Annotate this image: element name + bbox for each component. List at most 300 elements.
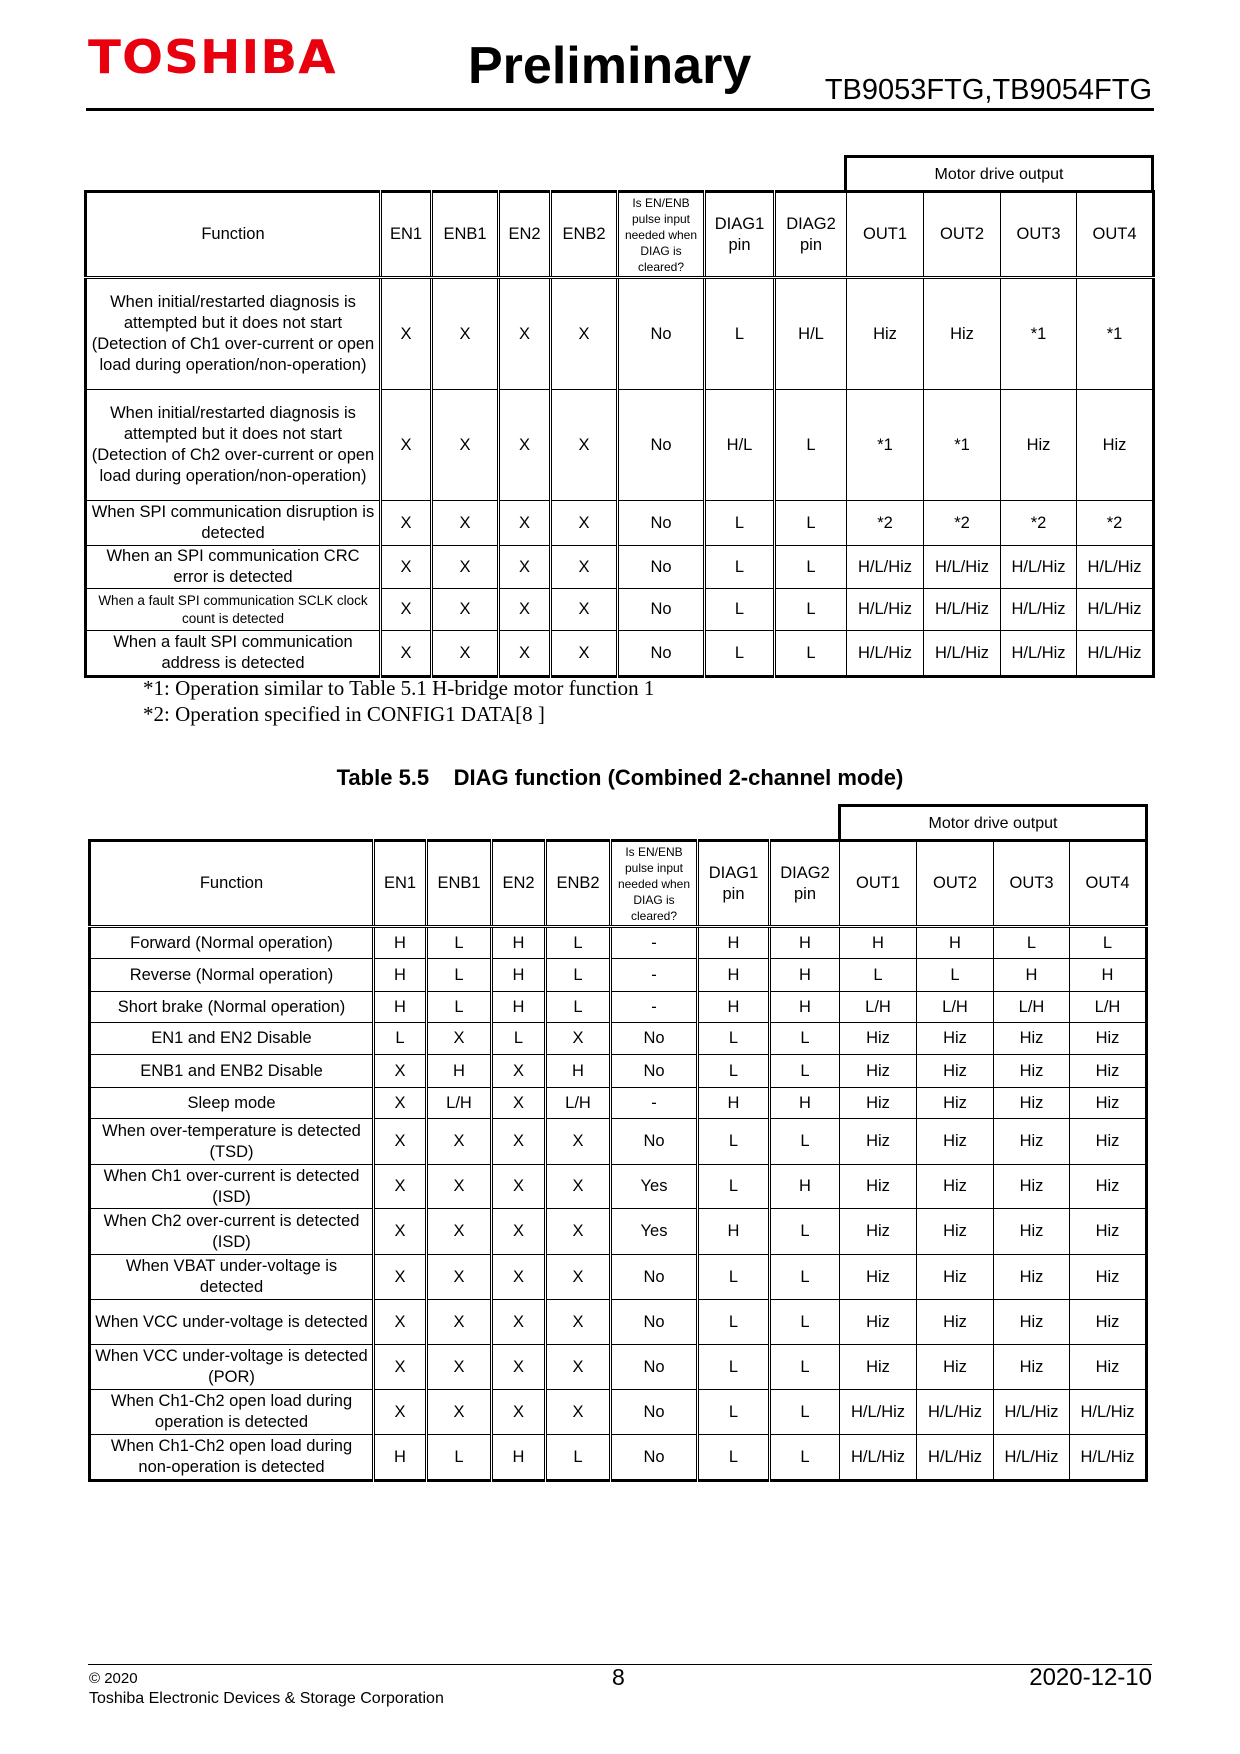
value-cell: H/L/Hiz [1001, 546, 1077, 589]
value-cell: L [1070, 927, 1147, 959]
value-cell: *1 [1001, 278, 1077, 390]
table-row [86, 390, 1154, 501]
value-cell: *2 [847, 501, 924, 546]
value-cell: Hiz [917, 1209, 994, 1255]
value-cell: L [770, 1209, 840, 1255]
value-cell: H [1070, 959, 1147, 992]
value-cell: Hiz [1070, 1119, 1147, 1165]
value-cell: H [374, 992, 427, 1023]
column-header: OUT2 [917, 841, 994, 927]
value-cell: X [432, 631, 499, 677]
value-cell: X [427, 1209, 492, 1255]
value-cell: H/L [705, 390, 775, 501]
table-row [90, 1300, 1147, 1345]
column-header: OUT4 [1077, 192, 1154, 278]
value-cell: H [698, 959, 770, 992]
value-cell: X [381, 631, 432, 677]
value-cell: L [770, 1435, 840, 1481]
function-cell: When Ch1-Ch2 open load during operation is detected [90, 1390, 374, 1435]
value-cell: Hiz [994, 1055, 1070, 1088]
value-cell: L/H [427, 1088, 492, 1119]
table-row [86, 631, 1154, 677]
value-cell: L [705, 589, 775, 631]
value-cell: X [492, 1165, 546, 1209]
value-cell: L [770, 1390, 840, 1435]
table-row [90, 1023, 1147, 1055]
value-cell: H/L/Hiz [1077, 589, 1154, 631]
header-rule [86, 108, 1154, 111]
value-cell: X [546, 1300, 611, 1345]
value-cell: No [618, 390, 705, 501]
value-cell: Hiz [1070, 1088, 1147, 1119]
value-cell: L [770, 1119, 840, 1165]
value-cell: X [551, 501, 618, 546]
value-cell: Hiz [840, 1300, 917, 1345]
value-cell: H/L/Hiz [1001, 631, 1077, 677]
table-row [86, 546, 1154, 589]
function-cell: ENB1 and ENB2 Disable [90, 1055, 374, 1088]
value-cell: *2 [1001, 501, 1077, 546]
value-cell: X [374, 1088, 427, 1119]
column-header: EN2 [492, 841, 546, 927]
value-cell: X [427, 1023, 492, 1055]
value-cell: X [492, 1300, 546, 1345]
value-cell: L [427, 959, 492, 992]
function-cell: When an SPI communication CRC error is detected [86, 546, 381, 589]
value-cell: Hiz [917, 1055, 994, 1088]
column-header: OUT3 [1001, 192, 1077, 278]
value-cell: Hiz [1070, 1345, 1147, 1390]
value-cell: No [611, 1023, 698, 1055]
function-cell: When a fault SPI communication SCLK clock count is detected [86, 589, 381, 631]
value-cell: H [698, 1209, 770, 1255]
value-cell: X [432, 546, 499, 589]
value-cell: L [427, 927, 492, 959]
value-cell: Hiz [917, 1119, 994, 1165]
value-cell: X [551, 390, 618, 501]
value-cell: X [492, 1119, 546, 1165]
value-cell: H/L/Hiz [917, 1390, 994, 1435]
company-name: Toshiba Electronic Devices & Storage Corporation [89, 1690, 444, 1707]
value-cell: H/L [775, 278, 847, 390]
value-cell: Hiz [840, 1165, 917, 1209]
value-cell: - [611, 992, 698, 1023]
value-cell: X [499, 631, 551, 677]
value-cell: - [611, 959, 698, 992]
function-cell: When VCC under-voltage is detected [90, 1300, 374, 1345]
value-cell: X [374, 1255, 427, 1300]
value-cell: X [499, 546, 551, 589]
value-cell: Yes [611, 1209, 698, 1255]
value-cell: - [611, 1088, 698, 1119]
value-cell: Hiz [994, 1023, 1070, 1055]
value-cell: L [770, 1055, 840, 1088]
value-cell: L [705, 631, 775, 677]
table-row [90, 1055, 1147, 1088]
value-cell: Hiz [840, 1023, 917, 1055]
value-cell: H/L/Hiz [1070, 1390, 1147, 1435]
value-cell: X [492, 1390, 546, 1435]
value-cell: X [546, 1165, 611, 1209]
value-cell: X [499, 589, 551, 631]
motor-drive-output-header-2: Motor drive output [838, 804, 1148, 841]
value-cell: Hiz [994, 1119, 1070, 1165]
value-cell: No [618, 589, 705, 631]
value-cell: X [546, 1345, 611, 1390]
value-cell: L [374, 1023, 427, 1055]
value-cell: *1 [1077, 278, 1154, 390]
value-cell: L [546, 992, 611, 1023]
footnote-2: *2: Operation specified in CONFIG1 DATA[8 ] [143, 702, 545, 726]
value-cell: H [994, 959, 1070, 992]
value-cell: H [492, 959, 546, 992]
column-header: Function [90, 841, 374, 927]
value-cell: X [432, 278, 499, 390]
value-cell: H [698, 927, 770, 959]
column-header: DIAG2 pin [775, 192, 847, 278]
column-header: OUT1 [840, 841, 917, 927]
value-cell: Hiz [994, 1209, 1070, 1255]
value-cell: X [551, 546, 618, 589]
value-cell: *2 [1077, 501, 1154, 546]
value-cell: X [546, 1390, 611, 1435]
table-row [90, 927, 1147, 959]
page-number: 8 [612, 1664, 625, 1690]
column-header: ENB1 [427, 841, 492, 927]
table-row [90, 1165, 1147, 1209]
value-cell: L [698, 1345, 770, 1390]
value-cell: H [492, 992, 546, 1023]
value-cell: H [770, 1165, 840, 1209]
column-header: ENB2 [551, 192, 618, 278]
function-cell: Forward (Normal operation) [90, 927, 374, 959]
table-row [86, 501, 1154, 546]
value-cell: *1 [847, 390, 924, 501]
value-cell: L [775, 390, 847, 501]
value-cell: L [698, 1255, 770, 1300]
value-cell: L/H [546, 1088, 611, 1119]
part-numbers: TB9053FTG,TB9054FTG [824, 74, 1152, 106]
value-cell: X [427, 1345, 492, 1390]
value-cell: X [427, 1300, 492, 1345]
value-cell: - [611, 927, 698, 959]
value-cell: H/L/Hiz [840, 1435, 917, 1481]
value-cell: Hiz [840, 1119, 917, 1165]
value-cell: X [432, 589, 499, 631]
header-row [90, 841, 1147, 927]
value-cell: L/H [840, 992, 917, 1023]
function-cell: Sleep mode [90, 1088, 374, 1119]
value-cell: Hiz [994, 1088, 1070, 1119]
value-cell: L [840, 959, 917, 992]
value-cell: No [618, 278, 705, 390]
column-header: OUT3 [994, 841, 1070, 927]
value-cell: Hiz [917, 1023, 994, 1055]
value-cell: L [427, 992, 492, 1023]
value-cell: X [546, 1255, 611, 1300]
value-cell: No [611, 1055, 698, 1088]
value-cell: H [374, 959, 427, 992]
value-cell: No [611, 1390, 698, 1435]
function-cell: Short brake (Normal operation) [90, 992, 374, 1023]
column-header: OUT4 [1070, 841, 1147, 927]
table-row [90, 1390, 1147, 1435]
value-cell: H [492, 927, 546, 959]
value-cell: No [611, 1435, 698, 1481]
value-cell: Hiz [1070, 1255, 1147, 1300]
value-cell: H [770, 992, 840, 1023]
column-header: DIAG2 pin [770, 841, 840, 927]
value-cell: L [775, 589, 847, 631]
value-cell: H/L/Hiz [847, 631, 924, 677]
column-header: DIAG1 pin [698, 841, 770, 927]
document-date: 2020-12-10 [1029, 1664, 1152, 1691]
value-cell: L [705, 546, 775, 589]
value-cell: Hiz [1070, 1023, 1147, 1055]
function-cell: When Ch2 over-current is detected (ISD) [90, 1209, 374, 1255]
value-cell: X [374, 1345, 427, 1390]
value-cell: X [499, 278, 551, 390]
value-cell: Yes [611, 1165, 698, 1209]
value-cell: X [374, 1390, 427, 1435]
diag-table-1 [84, 190, 1155, 678]
function-cell: When Ch1 over-current is detected (ISD) [90, 1165, 374, 1209]
value-cell: Hiz [994, 1345, 1070, 1390]
value-cell: X [551, 589, 618, 631]
value-cell: H/L/Hiz [1070, 1435, 1147, 1481]
value-cell: L [917, 959, 994, 992]
value-cell: L [698, 1300, 770, 1345]
value-cell: Hiz [917, 1165, 994, 1209]
value-cell: Hiz [917, 1300, 994, 1345]
value-cell: No [618, 546, 705, 589]
value-cell: L [698, 1390, 770, 1435]
function-cell: When a fault SPI communication address is detected [86, 631, 381, 677]
footnote-1: *1: Operation similar to Table 5.1 H-bridge motor function 1 [143, 676, 655, 700]
column-header: OUT1 [847, 192, 924, 278]
value-cell: Hiz [840, 1209, 917, 1255]
value-cell: X [492, 1088, 546, 1119]
value-cell: H/L/Hiz [924, 631, 1001, 677]
value-cell: X [492, 1255, 546, 1300]
table-row [90, 1088, 1147, 1119]
column-header: ENB2 [546, 841, 611, 927]
value-cell: Hiz [1001, 390, 1077, 501]
value-cell: X [381, 501, 432, 546]
value-cell: Hiz [917, 1345, 994, 1390]
value-cell: X [427, 1165, 492, 1209]
value-cell: H/L/Hiz [847, 589, 924, 631]
function-cell: When Ch1-Ch2 open load during non-operation is detected [90, 1435, 374, 1481]
function-cell: EN1 and EN2 Disable [90, 1023, 374, 1055]
value-cell: L/H [917, 992, 994, 1023]
column-header: OUT2 [924, 192, 1001, 278]
value-cell: H [698, 992, 770, 1023]
value-cell: *2 [924, 501, 1001, 546]
value-cell: X [546, 1119, 611, 1165]
value-cell: L [427, 1435, 492, 1481]
table-row [90, 959, 1147, 992]
value-cell: L [492, 1023, 546, 1055]
value-cell: X [374, 1119, 427, 1165]
value-cell: X [427, 1390, 492, 1435]
value-cell: L [775, 631, 847, 677]
value-cell: H/L/Hiz [847, 546, 924, 589]
value-cell: L [705, 278, 775, 390]
diag-table-5-5 [88, 839, 1148, 1482]
value-cell: L [775, 501, 847, 546]
function-cell: When initial/restarted diagnosis is attempted but it does not start (Detection of Ch1 over-current or open load during operation/non-operation) [86, 278, 381, 390]
preliminary-label: Preliminary [468, 37, 752, 95]
value-cell: No [611, 1300, 698, 1345]
value-cell: H [492, 1435, 546, 1481]
value-cell: *1 [924, 390, 1001, 501]
function-cell: When initial/restarted diagnosis is attempted but it does not start (Detection of Ch2 over-current or open load during operation/non-operation) [86, 390, 381, 501]
table-row [86, 278, 1154, 390]
value-cell: L [994, 927, 1070, 959]
table-row [90, 1209, 1147, 1255]
column-header: EN1 [374, 841, 427, 927]
value-cell: L [770, 1023, 840, 1055]
value-cell: X [374, 1165, 427, 1209]
value-cell: L/H [994, 992, 1070, 1023]
value-cell: X [432, 501, 499, 546]
value-cell: X [381, 390, 432, 501]
function-cell: When over-temperature is detected (TSD) [90, 1119, 374, 1165]
column-header: ENB1 [432, 192, 499, 278]
value-cell: X [432, 390, 499, 501]
value-cell: L [546, 927, 611, 959]
value-cell: H/L/Hiz [917, 1435, 994, 1481]
value-cell: X [381, 546, 432, 589]
value-cell: L [775, 546, 847, 589]
value-cell: H [698, 1088, 770, 1119]
value-cell: L [698, 1119, 770, 1165]
value-cell: H [917, 927, 994, 959]
value-cell: L [698, 1435, 770, 1481]
value-cell: Hiz [840, 1255, 917, 1300]
value-cell: L [770, 1345, 840, 1390]
table-row [86, 589, 1154, 631]
column-header: DIAG1 pin [705, 192, 775, 278]
value-cell: X [427, 1119, 492, 1165]
table-row [90, 1255, 1147, 1300]
value-cell: H [770, 959, 840, 992]
value-cell: X [546, 1209, 611, 1255]
value-cell: L [546, 959, 611, 992]
value-cell: X [374, 1209, 427, 1255]
value-cell: X [492, 1209, 546, 1255]
value-cell: H [427, 1055, 492, 1088]
value-cell: H/L/Hiz [840, 1390, 917, 1435]
value-cell: No [611, 1345, 698, 1390]
value-cell: H [374, 1435, 427, 1481]
value-cell: No [618, 631, 705, 677]
value-cell: X [381, 278, 432, 390]
toshiba-logo: TOSHIBA [88, 30, 337, 84]
value-cell: X [499, 390, 551, 501]
value-cell: X [551, 631, 618, 677]
value-cell: X [499, 501, 551, 546]
value-cell: Hiz [1077, 390, 1154, 501]
value-cell: Hiz [917, 1088, 994, 1119]
value-cell: No [618, 501, 705, 546]
value-cell: X [492, 1345, 546, 1390]
value-cell: Hiz [994, 1255, 1070, 1300]
column-header: Function [86, 192, 381, 278]
value-cell: L [546, 1435, 611, 1481]
motor-drive-output-header-1: Motor drive output [844, 155, 1154, 192]
value-cell: X [427, 1255, 492, 1300]
copyright: © 2020 [89, 1670, 138, 1687]
function-cell: When VCC under-voltage is detected (POR) [90, 1345, 374, 1390]
value-cell: L [698, 1165, 770, 1209]
value-cell: Hiz [994, 1300, 1070, 1345]
table-row [90, 1345, 1147, 1390]
table-row [90, 1435, 1147, 1481]
function-cell: Reverse (Normal operation) [90, 959, 374, 992]
value-cell: X [492, 1055, 546, 1088]
value-cell: Hiz [1070, 1300, 1147, 1345]
value-cell: H/L/Hiz [924, 546, 1001, 589]
column-header: Is EN/ENB pulse input needed when DIAG is cleared? [611, 841, 698, 927]
column-header: Is EN/ENB pulse input needed when DIAG is cleared? [618, 192, 705, 278]
value-cell: L [770, 1300, 840, 1345]
value-cell: L [705, 501, 775, 546]
value-cell: Hiz [840, 1088, 917, 1119]
column-header: EN2 [499, 192, 551, 278]
value-cell: H/L/Hiz [994, 1435, 1070, 1481]
header-row [86, 192, 1154, 278]
value-cell: H [374, 927, 427, 959]
table-row [90, 1119, 1147, 1165]
value-cell: Hiz [1070, 1165, 1147, 1209]
value-cell: H [546, 1055, 611, 1088]
value-cell: H/L/Hiz [994, 1390, 1070, 1435]
value-cell: H/L/Hiz [1001, 589, 1077, 631]
value-cell: H [770, 927, 840, 959]
value-cell: H [770, 1088, 840, 1119]
table-5-5-title: Table 5.5 DIAG function (Combined 2-channel mode) [336, 765, 904, 790]
value-cell: L [698, 1023, 770, 1055]
value-cell: H [840, 927, 917, 959]
value-cell: H/L/Hiz [1077, 631, 1154, 677]
value-cell: No [611, 1255, 698, 1300]
value-cell: X [551, 278, 618, 390]
value-cell: Hiz [917, 1255, 994, 1300]
value-cell: Hiz [847, 278, 924, 390]
function-cell: When SPI communication disruption is detected [86, 501, 381, 546]
value-cell: H/L/Hiz [924, 589, 1001, 631]
value-cell: L [770, 1255, 840, 1300]
value-cell: L/H [1070, 992, 1147, 1023]
value-cell: Hiz [1070, 1055, 1147, 1088]
table-row [90, 992, 1147, 1023]
value-cell: H/L/Hiz [1077, 546, 1154, 589]
value-cell: X [374, 1300, 427, 1345]
value-cell: Hiz [924, 278, 1001, 390]
column-header: EN1 [381, 192, 432, 278]
function-cell: When VBAT under-voltage is detected [90, 1255, 374, 1300]
value-cell: X [374, 1055, 427, 1088]
value-cell: Hiz [1070, 1209, 1147, 1255]
value-cell: Hiz [840, 1055, 917, 1088]
value-cell: L [698, 1055, 770, 1088]
value-cell: Hiz [840, 1345, 917, 1390]
value-cell: X [546, 1023, 611, 1055]
value-cell: X [381, 589, 432, 631]
value-cell: No [611, 1119, 698, 1165]
